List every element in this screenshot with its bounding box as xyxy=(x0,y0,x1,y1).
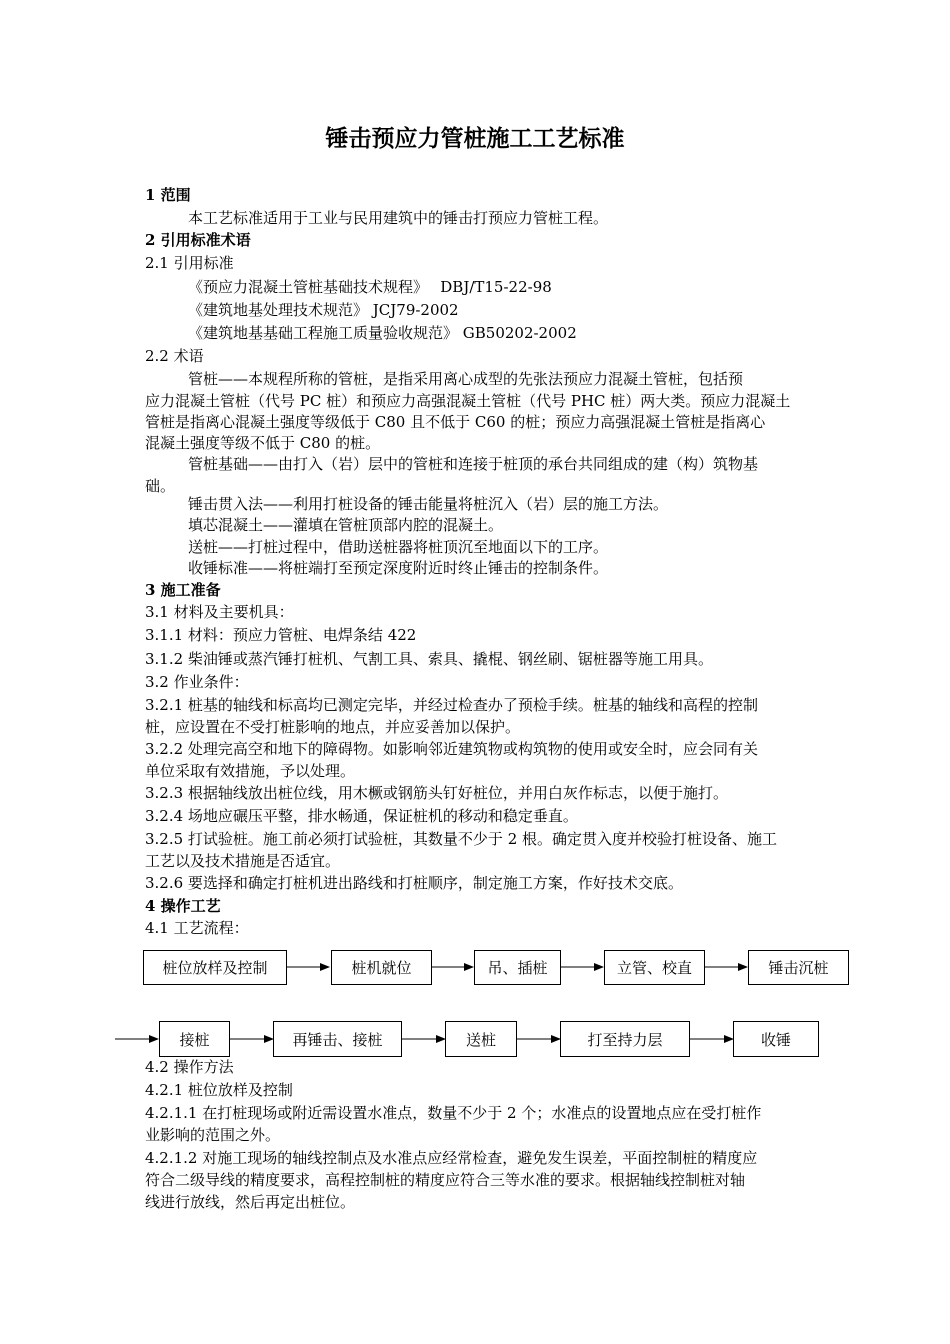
flow-step-box: 收锤 xyxy=(733,1021,819,1057)
flow-step-box: 桩机就位 xyxy=(331,950,432,985)
flow-step-box: 桩位放样及控制 xyxy=(143,950,287,985)
flow-step-box: 送桩 xyxy=(445,1021,517,1057)
flow-step-box: 再锤击、接桩 xyxy=(273,1021,402,1057)
paragraph-line: 3.2.5 打试验桩。施工前必须打试验桩，其数量不少于 2 根。确定贯入度并校验打桩设备、施工 xyxy=(145,830,778,848)
paragraph-line: 单位采取有效措施，予以处理。 xyxy=(145,762,356,780)
paragraph-line: 本工艺标准适用于工业与民用建筑中的锤击打预应力管桩工程。 xyxy=(188,209,609,227)
paragraph-line: 3.2.6 要选择和确定打桩机进出路线和打桩顺序，制定施工方案，作好技术交底。 xyxy=(145,874,683,892)
reference-item: 《建筑地基基础工程施工质量验收规范》 GB50202-2002 xyxy=(188,324,577,342)
paragraph-line: 工艺以及技术措施是否适宜。 xyxy=(145,852,341,870)
subsection-heading: 2.2 术语 xyxy=(145,347,204,365)
section-4-heading: 4 操作工艺 xyxy=(145,897,221,915)
section-1-heading: 1 范围 xyxy=(145,186,191,204)
subsection-heading: 4.2.1 桩位放样及控制 xyxy=(145,1081,293,1099)
paragraph-line: 管桩是指离心混凝土强度等级低于 C80 且不低于 C60 的桩；预应力高强混凝土管桩是指离心 xyxy=(145,413,766,431)
paragraph-line: 业影响的范围之外。 xyxy=(145,1126,281,1144)
flow-step-box: 锤击沉桩 xyxy=(748,950,849,985)
flow-step-box: 打至持力层 xyxy=(560,1021,690,1057)
reference-item: 《建筑地基处理技术规范》 JCJ79-2002 xyxy=(188,301,459,319)
paragraph-line: 3.2.1 桩基的轴线和标高均已测定完毕，并经过检查办了预检手续。桩基的轴线和高程的控制 xyxy=(145,696,758,714)
paragraph-line: 4.2.1.2 对施工现场的轴线控制点及水准点应经常检查，避免发生误差，平面控制桩的精度应 xyxy=(145,1149,758,1167)
flow-step-box: 接桩 xyxy=(159,1021,230,1057)
flow-step-box: 立管、校直 xyxy=(604,950,705,985)
paragraph-line: 3.2.3 根据轴线放出桩位线，用木橛或钢筋头钉好桩位，并用白灰作标志，以便于施打。 xyxy=(145,784,728,802)
paragraph-line: 送桩——打桩过程中，借助送桩器将桩顶沉至地面以下的工序。 xyxy=(188,538,609,556)
paragraph-line: 3.1.1 材料：预应力管桩、电焊条结 422 xyxy=(145,626,417,644)
subsection-heading: 2.1 引用标准 xyxy=(145,254,234,272)
paragraph-line: 管桩——本规程所称的管桩，是指采用离心成型的先张法预应力混凝土管桩，包括预 xyxy=(188,370,744,388)
paragraph-line: 础。 xyxy=(145,477,176,495)
paragraph-line: 桩，应设置在不受打桩影响的地点，并应妥善加以保护。 xyxy=(145,718,521,736)
paragraph-line: 管桩基础——由打入（岩）层中的管桩和连接于桩顶的承台共同组成的建（构）筑物基 xyxy=(188,455,759,473)
paragraph-line: 3.2.2 处理完高空和地下的障碍物。如影响邻近建筑物或构筑物的使用或安全时，应会同有关 xyxy=(145,740,758,758)
paragraph-line: 符合二级导线的精度要求，高程控制桩的精度应符合三等水准的要求。根据轴线控制桩对轴 xyxy=(145,1171,746,1189)
section-3-heading: 3 施工准备 xyxy=(145,581,221,599)
flow-step-box: 吊、插桩 xyxy=(474,950,561,985)
subsection-heading: 4.1 工艺流程： xyxy=(145,919,249,937)
paragraph-line: 锤击贯入法——利用打桩设备的锤击能量将桩沉入（岩）层的施工方法。 xyxy=(188,495,669,513)
subsection-heading: 3.1 材料及主要机具： xyxy=(145,603,294,621)
section-2-heading: 2 引用标准术语 xyxy=(145,231,251,249)
paragraph-line: 应力混凝土管桩（代号 PC 桩）和预应力高强混凝土管桩（代号 PHC 桩）两大类。预应力混凝土 xyxy=(145,392,791,410)
subsection-heading: 3.2 作业条件： xyxy=(145,673,249,691)
paragraph-line: 3.1.2 柴油锤或蒸汽锤打桩机、气割工具、索具、撬棍、钢丝刷、锯桩器等施工用具。 xyxy=(145,650,713,668)
paragraph-line: 3.2.4 场地应碾压平整，排水畅通，保证桩机的移动和稳定垂直。 xyxy=(145,807,578,825)
reference-item: 《预应力混凝土管桩基础技术规程》 DBJ/T15-22-98 xyxy=(188,278,552,296)
paragraph-line: 混凝土强度等级不低于 C80 的桩。 xyxy=(145,434,381,452)
paragraph-line: 填芯混凝土——灌填在管桩顶部内腔的混凝土。 xyxy=(188,516,504,534)
subsection-heading: 4.2 操作方法 xyxy=(145,1058,234,1076)
paragraph-line: 4.2.1.1 在打桩现场或附近需设置水准点，数量不少于 2 个；水准点的设置地点应在受打桩作 xyxy=(145,1104,762,1122)
document-title: 锤击预应力管桩施工工艺标准 xyxy=(325,126,625,152)
paragraph-line: 收锤标准——将桩端打至预定深度附近时终止锤击的控制条件。 xyxy=(188,559,609,577)
paragraph-line: 线进行放线，然后再定出桩位。 xyxy=(145,1193,356,1211)
